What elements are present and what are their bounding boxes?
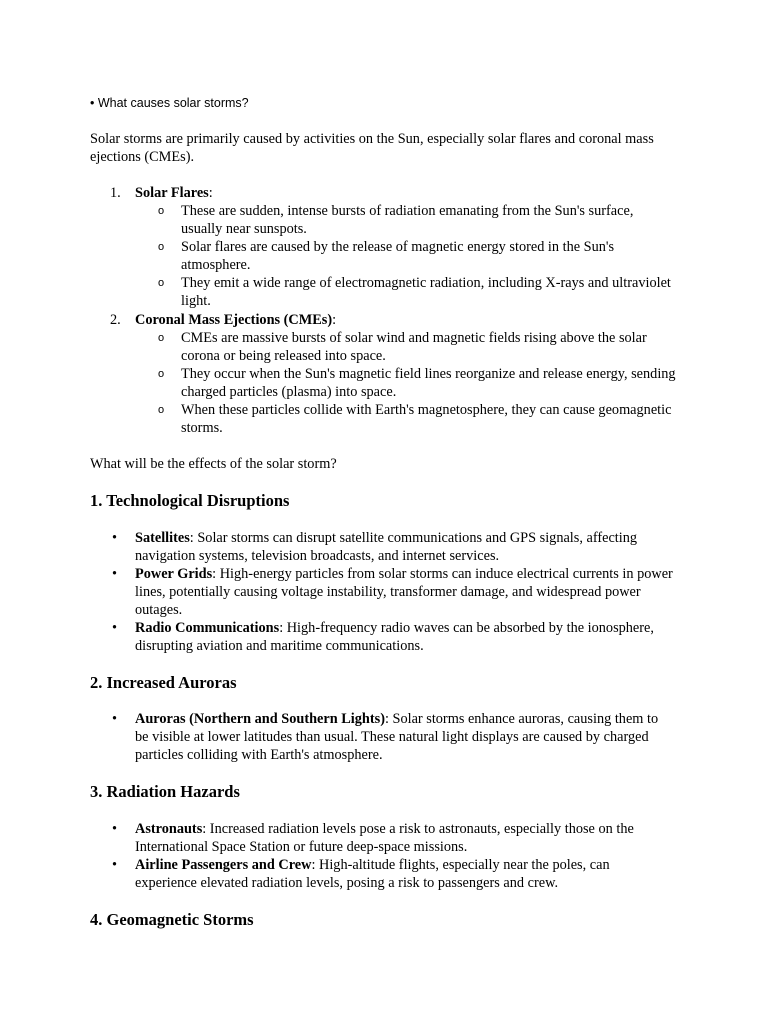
circle-bullet-icon: o — [158, 368, 165, 380]
bullet-icon: • — [112, 711, 118, 727]
circle-bullet-icon: o — [158, 241, 165, 253]
cause-title: Solar Flares: — [135, 185, 213, 201]
list-item-text: They occur when the Sun's magnetic field lines reorganize and release energy, sending charged particles (plasma) into space. — [181, 366, 676, 400]
circle-bullet-icon: o — [158, 332, 165, 344]
bullet-icon: • — [112, 566, 118, 582]
list-item-text: When these particles collide with Earth's magnetosphere, they can cause geomagnetic storms. — [181, 402, 672, 436]
section-heading: 4. Geomagnetic Storms — [90, 910, 254, 929]
circle-bullet-icon: o — [158, 277, 165, 289]
list-number: 1. — [110, 185, 121, 201]
bullet-icon: • — [112, 857, 118, 873]
list-item-text: Satellites: Solar storms can disrupt satellite communications and GPS signals, affecting navigation systems, television broadcasts, and internet services. — [135, 530, 638, 564]
list-item-text: CMEs are massive bursts of solar wind and magnetic fields rising above the solar corona or being released into space. — [181, 330, 647, 364]
bullet-icon: • — [112, 620, 118, 636]
circle-bullet-icon: o — [158, 404, 165, 416]
list-number: 2. — [110, 312, 121, 328]
list-item-text: Airline Passengers and Crew: High-altitude flights, especially near the poles, can experience elevated radiation levels, posing a risk to passengers and crew. — [135, 857, 610, 891]
intro-paragraph: Solar storms are primarily caused by activities on the Sun, especially solar flares and coronal mass ejections (CMEs). — [90, 131, 654, 165]
circle-bullet-icon: o — [158, 205, 165, 217]
bullet-icon: • — [112, 821, 118, 837]
list-item-text: Solar flares are caused by the release of magnetic energy stored in the Sun's atmosphere. — [181, 239, 615, 273]
section-heading: 2. Increased Auroras — [90, 673, 237, 692]
effects-question: What will be the effects of the solar storm? — [90, 456, 337, 472]
list-item-text: Astronauts: Increased radiation levels pose a risk to astronauts, especially those on the International Space Station or future deep-space missions. — [135, 821, 634, 855]
intro-question: • What causes solar storms? — [90, 96, 249, 110]
section-heading: 1. Technological Disruptions — [90, 491, 290, 510]
list-item-text: These are sudden, intense bursts of radiation emanating from the Sun's surface, usually near sunspots. — [181, 203, 634, 237]
list-item-text: Auroras (Northern and Southern Lights): Solar storms enhance auroras, causing them to be visible at lower latitudes than usual. These natural light displays are caused by charged particles colliding with Earth's atmosphere. — [135, 711, 659, 763]
section-heading: 3. Radiation Hazards — [90, 782, 240, 801]
list-item-text: Power Grids: High-energy particles from solar storms can induce electrical currents in power lines, potentially causing voltage instability, transformer damage, and widespread power outages. — [135, 566, 673, 618]
bullet-icon: • — [112, 530, 118, 546]
list-item-text: Radio Communications: High-frequency radio waves can be absorbed by the ionosphere, disrupting aviation and maritime communications. — [135, 620, 654, 654]
list-item-text: They emit a wide range of electromagnetic radiation, including X-rays and ultraviolet light. — [181, 275, 671, 309]
cause-title: Coronal Mass Ejections (CMEs): — [135, 312, 337, 328]
